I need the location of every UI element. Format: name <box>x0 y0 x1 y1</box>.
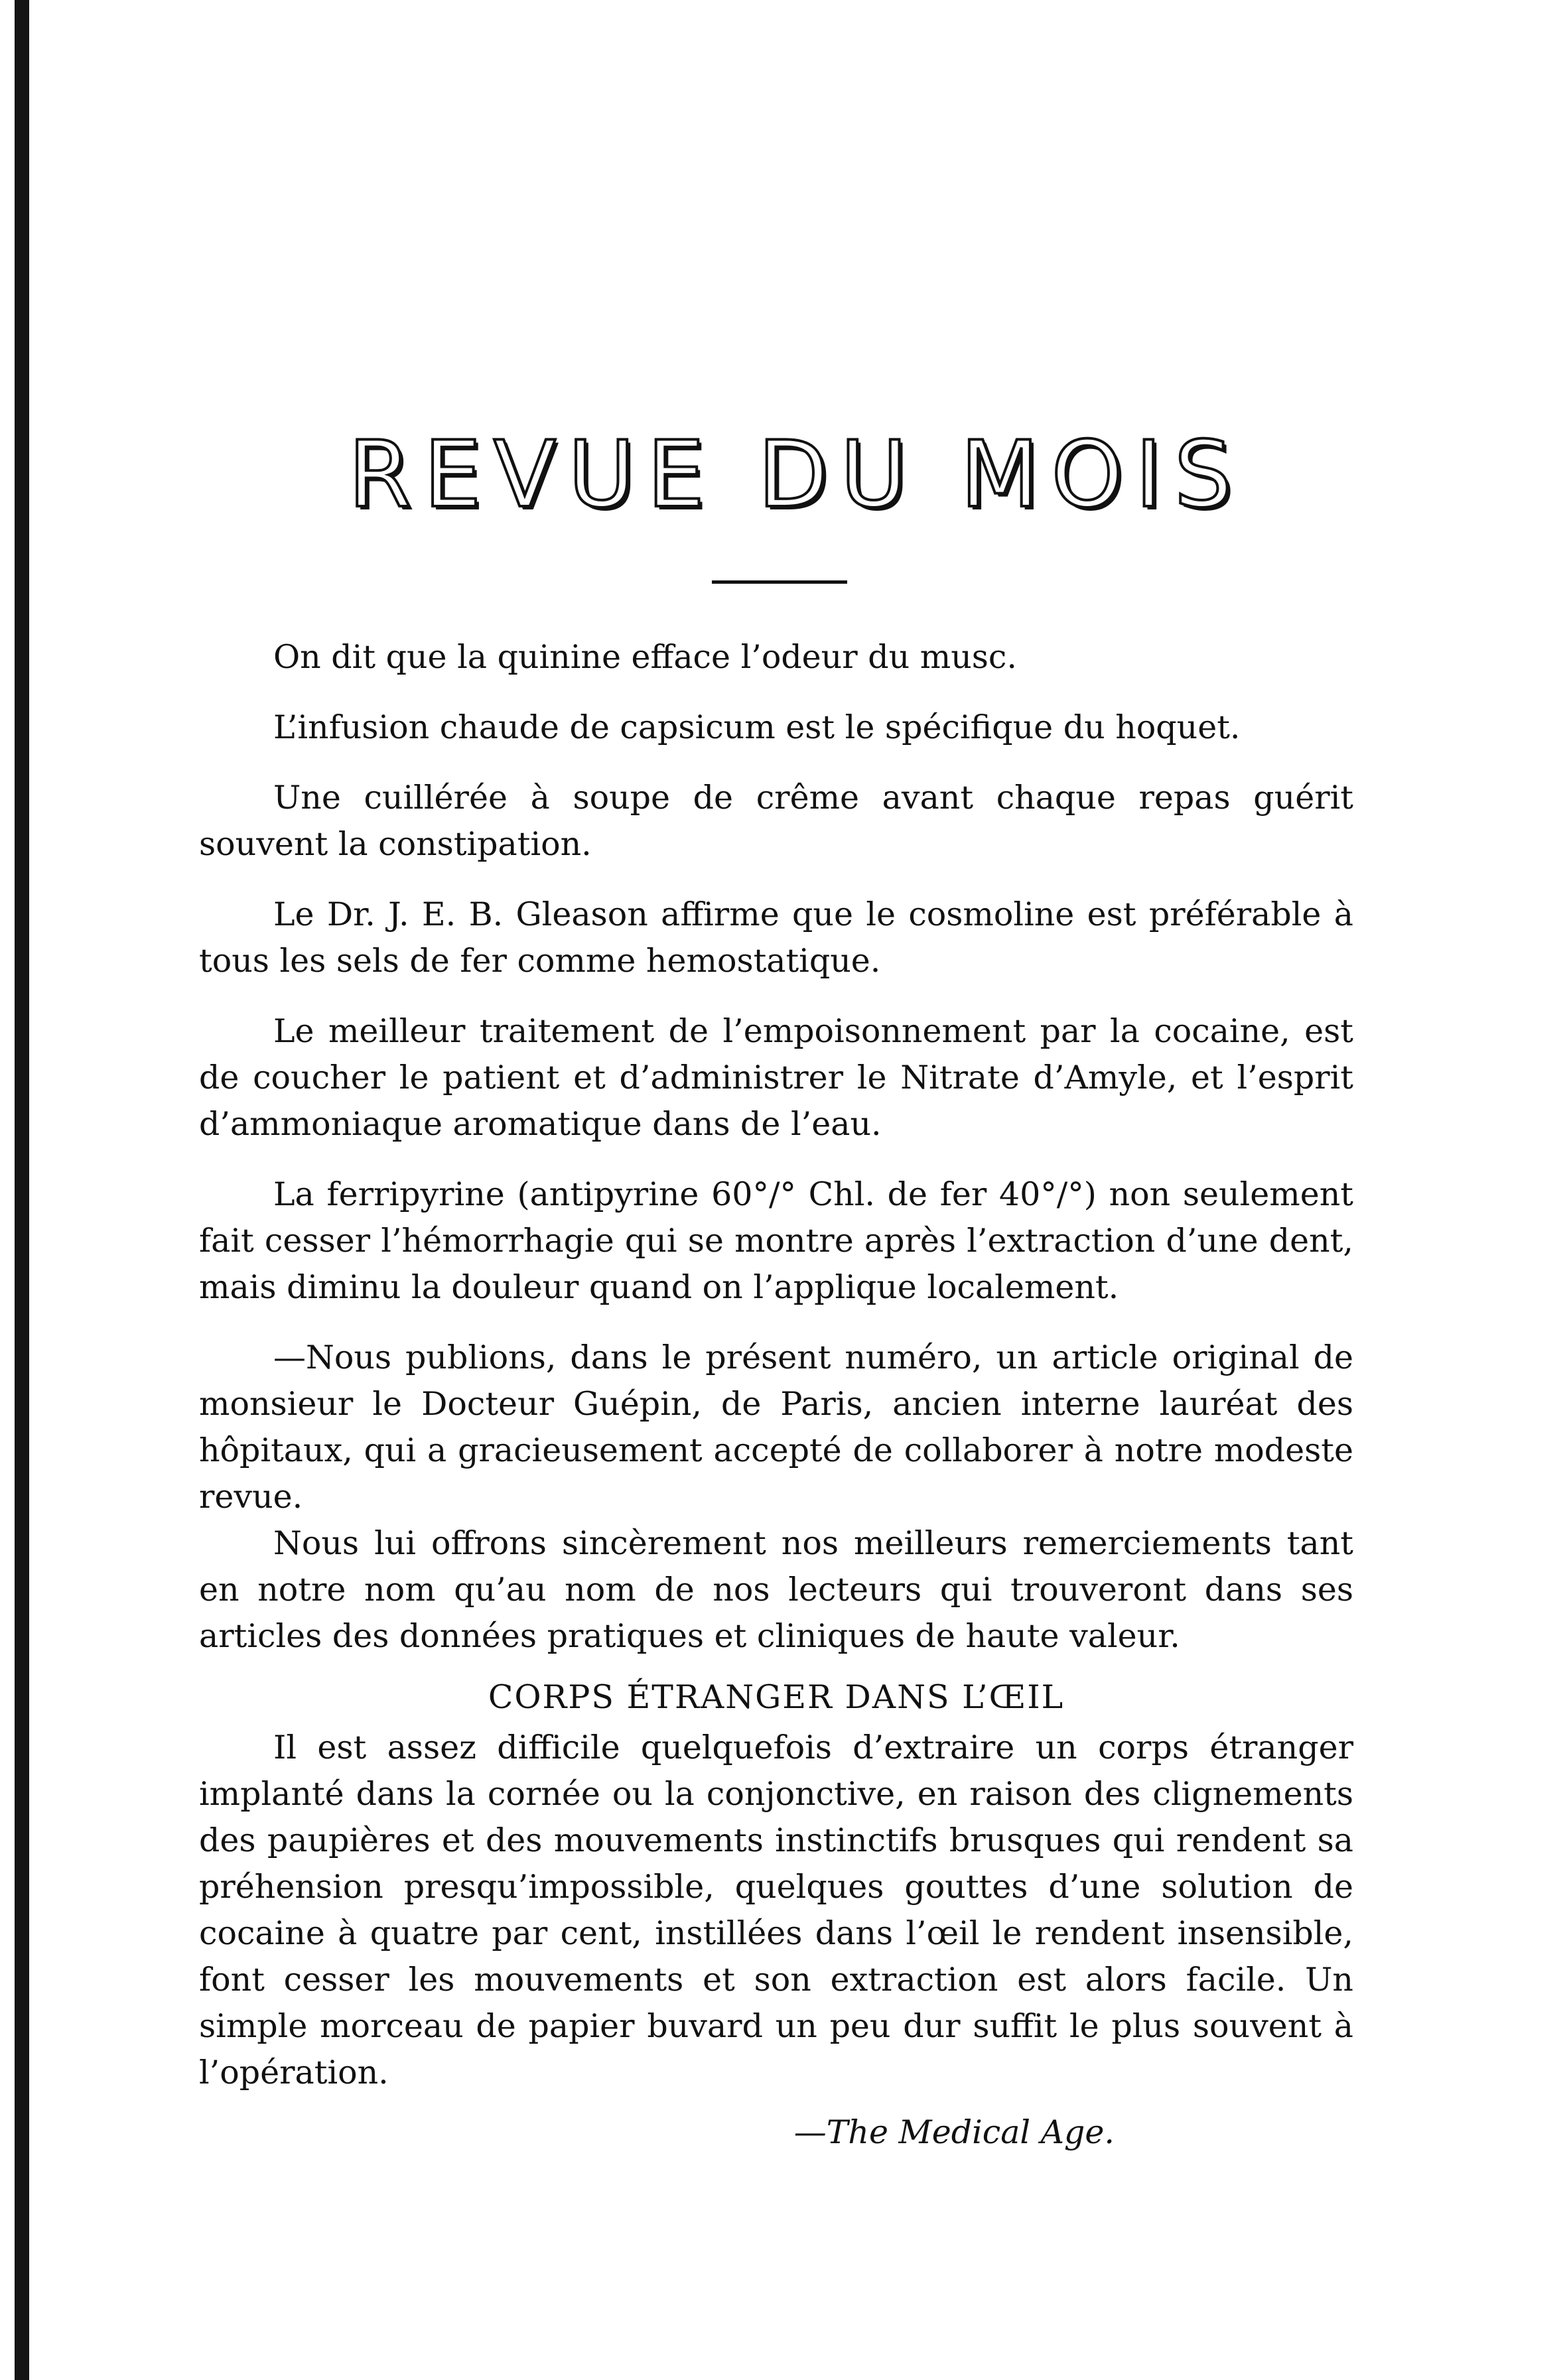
binding-edge <box>15 0 29 2380</box>
article-body <box>199 634 1353 2156</box>
paragraph-creme: Une cuillérée à soupe de crême avant chaque repas guérit souvent la constipation. <box>199 779 1353 863</box>
paragraph-remerciements: Nous lui offrons sincèrement nos meilleurs remerciements tant en notre nom qu’au nom de nos lecteurs qui trouveront dans ses articles des données pratiques et cliniques de haute valeur. <box>199 1524 1353 1655</box>
page-title: REVUE DU MOIS <box>348 421 1245 528</box>
paragraph-ferripyrine: La ferripyrine (antipyrine 60°/° Chl. de fer 40°/°) non seulement fait cesser l’hémorrhagie qui se montre après l’extraction d’une dent, mais diminu la douleur quand on l’applique localement. <box>199 1175 1353 1306</box>
paragraph-capsicum: L’infusion chaude de capsicum est le spécifique du hoquet. <box>273 708 1241 746</box>
title-rule <box>712 580 847 584</box>
section-title: CORPS ÉTRANGER DANS L’ŒIL <box>488 1678 1065 1716</box>
section-text: Il est assez difficile quelquefois d’extraire un corps étranger implanté dans la cornée ou la conjonctive, en raison des clignements des paupières et des mouvements instinctifs brusques qui rendent sa préhension presqu’impossible, quelques gouttes d’une solution de cocaine à quatre par cent, instillées dans l’œil le rendent insensible, font cesser les mouvements et son extraction est alors facile. Un simple morceau de papier buvard un peu dur suffit le plus souvent à l’opération. <box>199 1729 1353 2091</box>
paragraph-cocaine: Le meilleur traitement de l’empoisonnement par la cocaine, est de coucher le patient et d’administrer le Nitrate d’Amyle, et l’esprit d’ammoniaque aromatique dans de l’eau. <box>199 1012 1353 1143</box>
source-citation: —The Medical Age. <box>793 2113 1115 2151</box>
paragraph-gleason: Le Dr. J. E. B. Gleason affirme que le cosmoline est préférable à tous les sels de fer comme hemostatique. <box>199 895 1353 980</box>
paragraph-musc: On dit que la quinine efface l’odeur du musc. <box>273 638 1017 676</box>
paragraph-guepin: —Nous publions, dans le présent numéro, un article original de monsieur le Docteur Guépin, de Paris, ancien interne lauréat des hôpitaux, qui a gracieusement accepté de collaborer à notre modeste revue. <box>199 1339 1353 1516</box>
